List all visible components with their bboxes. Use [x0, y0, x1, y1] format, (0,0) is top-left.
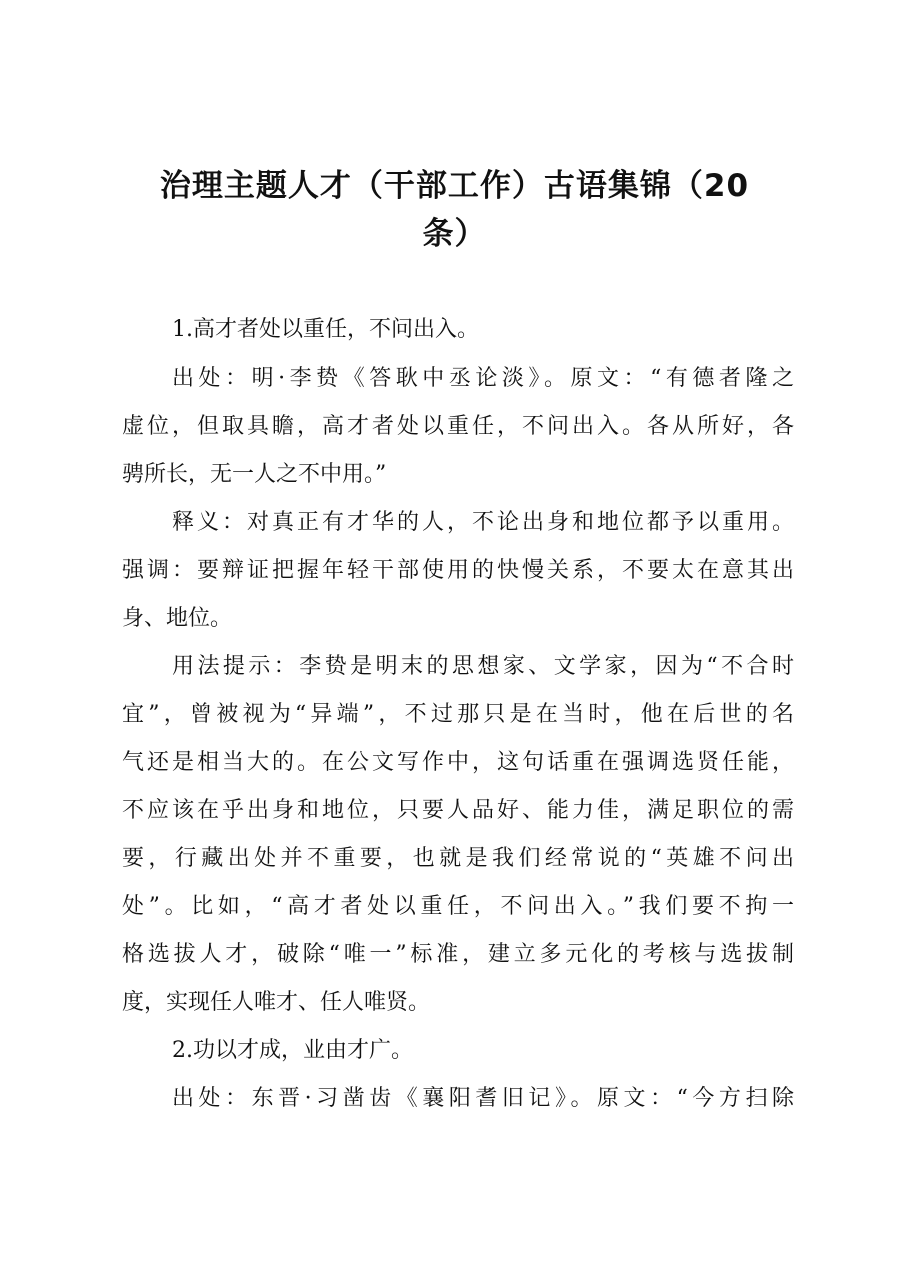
- item-1-meaning-line: 强调：要辩证把握年轻干部使用的快慢关系，不要太在意其出: [122, 558, 794, 583]
- item-1-source-line: 虚位，但取具瞻，高才者处以重任，不问出入。各从所好，各: [122, 414, 794, 439]
- item-1-usage-line: 用法提示：李贽是明末的思想家、文学家，因为“不合时: [172, 654, 794, 679]
- item-1-meaning-line: 释义：对真正有才华的人，不论出身和地位都予以重用。: [172, 510, 794, 535]
- item-1-usage-line: 气还是相当大的。在公文写作中，这句话重在强调选贤任能，: [122, 750, 794, 775]
- item-1-source-line: 出处：明·李贽《答耿中丞论淡》。原文：“有德者隆之: [172, 366, 794, 391]
- item-1-usage-line: 处”。比如，“高才者处以重任，不问出入。”我们要不拘一: [122, 894, 794, 919]
- item-1-usage-line: 要，行藏出处并不重要，也就是我们经常说的“英雄不问出: [122, 846, 794, 871]
- item-1-usage-line: 不应该在乎出身和地位，只要人品好、能力佳，满足职位的需: [122, 798, 794, 823]
- item-1-usage-line: 度，实现任人唯才、任人唯贤。: [122, 990, 431, 1015]
- item-1-source-line: 骋所长，无一人之不中用。”: [122, 462, 387, 487]
- document-title-line-2: 条）: [422, 216, 487, 252]
- item-2-source-line: 出处：东晋·习凿齿《襄阳耆旧记》。原文：“今方扫除: [172, 1086, 794, 1111]
- item-1-usage-line: 格选拔人才，破除“唯一”标准，建立多元化的考核与选拔制: [122, 942, 794, 967]
- item-1-usage-line: 宜”，曾被视为“异端”，不过那只是在当时，他在后世的名: [122, 702, 794, 727]
- item-1-meaning-line: 身、地位。: [122, 606, 233, 631]
- item-1-heading: 1.高才者处以重任，不问出入。: [172, 317, 479, 342]
- item-2-heading: 2.功以才成，业由才广。: [172, 1038, 413, 1063]
- document-title-line-1: 治理主题人才（干部工作）古语集锦（20: [159, 168, 750, 204]
